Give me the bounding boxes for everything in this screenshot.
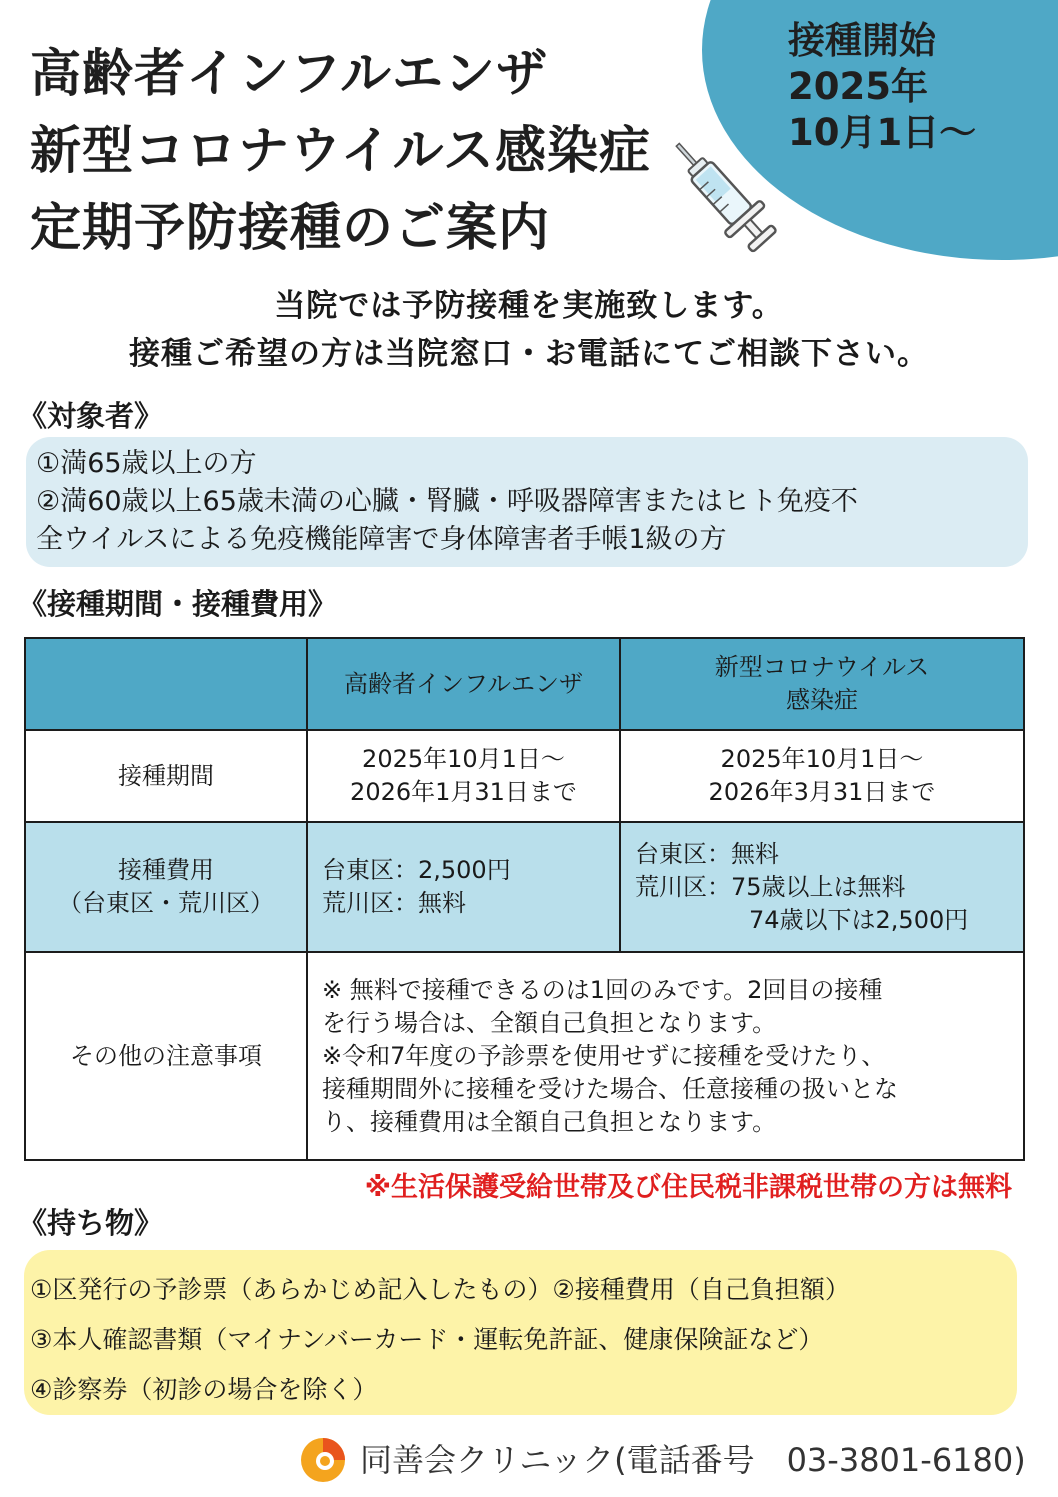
column-header-covid-line-2: 感染症 (786, 686, 858, 714)
column-header-covid (620, 638, 1024, 730)
syringe-icon (668, 128, 786, 256)
clinic-logo-icon (300, 1437, 346, 1483)
list-item: ③本人確認書類（マイナンバーカード・運転免許証、健康保険証など） (30, 1325, 824, 1354)
target-item: 全ウイルスによる免疫機能障害で身体障害者手帳1級の方 (36, 524, 727, 555)
row-label-cost: 接種費用 （台東区・荒川区） (25, 822, 307, 952)
title-line-2: 新型コロナウイルス感染症 (30, 122, 651, 181)
row-label-notes: その他の注意事項 (25, 952, 307, 1160)
flu-period: 2025年10月1日〜 2026年1月31日まで (307, 730, 620, 822)
free-eligibility-note: ※生活保護受給世帯及び住民税非課税世帯の方は無料 (364, 1172, 1012, 1203)
list-item: ①区発行の予診票（あらかじめ記入したもの）②接種費用（自己負担額） (30, 1275, 850, 1304)
title-line-3: 定期予防接種のご案内 (30, 199, 551, 258)
intro-line-2: 接種ご希望の方は当院窓口・お電話にてご相談下さい。 (129, 336, 929, 372)
intro-line-1: 当院では予防接種を実施致します。 (274, 288, 784, 324)
table-header-blank (25, 638, 307, 730)
column-header-covid-line-1: 新型コロナウイルス (714, 653, 930, 681)
badge-line-2: 2025年 (788, 65, 928, 108)
page-title (30, 36, 651, 267)
intro-text (0, 282, 1058, 378)
table-row-cost (25, 822, 1024, 952)
list-item: ④診察券（初診の場合を除く） (30, 1375, 378, 1404)
covid-period: 2025年10月1日〜 2026年3月31日まで (620, 730, 1024, 822)
table-row-period (25, 730, 1024, 822)
flu-cost: 台東区：2,500円 荒川区：無料 (307, 822, 620, 952)
clinic-contact: 同善会クリニック(電話番号 03-3801-6180) (360, 1441, 1026, 1479)
row-label-period: 接種期間 (25, 730, 307, 822)
start-date-badge (788, 18, 1028, 156)
vaccination-table (24, 637, 1025, 1161)
badge-line-1: 接種開始 (788, 19, 936, 62)
target-item: ②満60歳以上65歳未満の心臓・腎臓・呼吸器障害またはヒト免疫不 (36, 486, 858, 517)
table-header-row (25, 638, 1024, 730)
column-header-flu: 高齢者インフルエンザ (307, 638, 620, 730)
badge-line-3: 10月1日〜 (788, 111, 977, 154)
footer (300, 1432, 1040, 1488)
items-heading: 《持ち物》 (18, 1206, 164, 1240)
covid-cost: 台東区：無料 荒川区：75歳以上は無料 74歳以下は2,500円 (620, 822, 1024, 952)
table-row-notes (25, 952, 1024, 1160)
schedule-heading: 《接種期間・接種費用》 (18, 587, 338, 621)
title-line-1: 高齢者インフルエンザ (30, 45, 548, 104)
notes-text: ※ 無料で接種できるのは1回のみです。2回目の接種 を行う場合は、全額自己負担となります。 ※令和7年度の予診票を使用せずに接種を受けたり、 接種期間外に接種を受けた場合、任意接種の扱いとな り、接種費用は全額自己負担となります。 (307, 952, 1024, 1160)
target-heading: 《対象者》 (18, 399, 164, 433)
items-list (30, 1265, 1015, 1415)
target-list (36, 445, 1021, 559)
target-item: ①満65歳以上の方 (36, 448, 257, 479)
